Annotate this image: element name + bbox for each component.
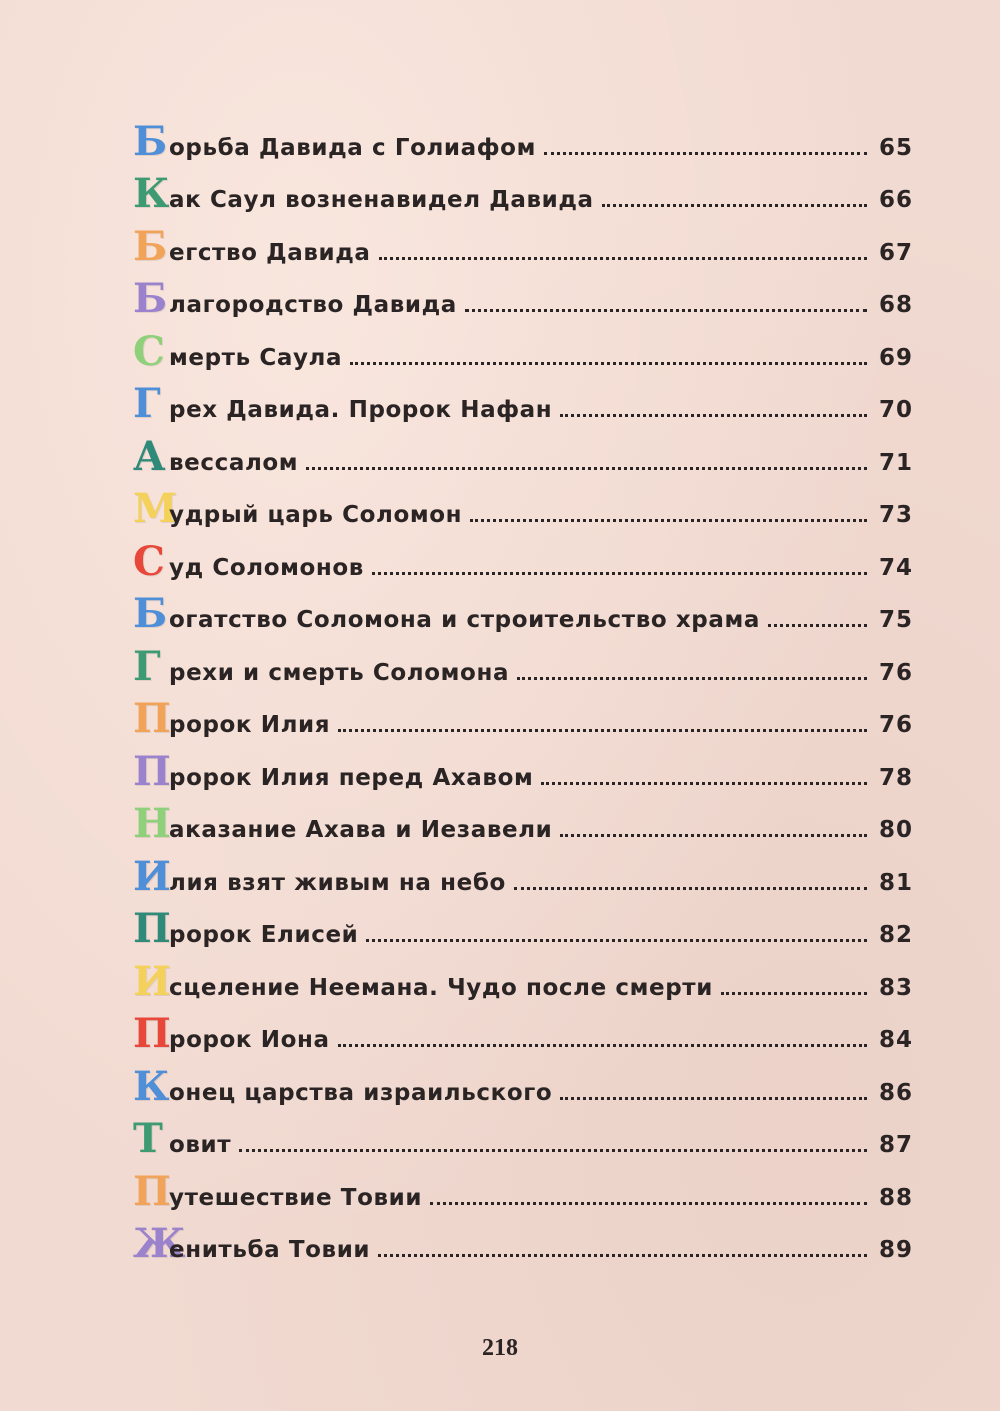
toc-entry-page-number: 66: [878, 187, 913, 213]
dot-leader: [560, 834, 867, 837]
dot-leader: [514, 887, 867, 890]
drop-cap-initial: П: [133, 1010, 169, 1057]
toc-entry-title: рехи и смерть Соломона: [169, 659, 510, 686]
toc-entry-page-number: 87: [878, 1132, 913, 1158]
drop-cap-initial: Н: [133, 800, 169, 847]
dot-leader: [372, 572, 867, 575]
drop-cap-initial: Б: [133, 117, 166, 165]
dot-leader: [560, 414, 867, 417]
toc-entry-page-number: 69: [878, 344, 913, 371]
toc-entry-title: овит: [169, 1132, 232, 1158]
drop-cap-initial: И: [133, 852, 169, 900]
toc-entry: [133, 433, 913, 486]
dot-leader: [470, 519, 867, 522]
toc-entry: [133, 538, 913, 591]
toc-entry-page-number: 82: [878, 922, 913, 948]
toc-entry-title: утешествие Товии: [169, 1184, 423, 1211]
dot-leader: [602, 204, 867, 207]
toc-entry-page-number: 75: [878, 607, 913, 633]
toc-entry: [133, 591, 913, 644]
toc-entry-title: егство Давида: [169, 239, 371, 266]
dot-leader: [379, 257, 867, 260]
dot-leader: [517, 677, 867, 680]
dot-leader: [465, 309, 867, 312]
toc-entry: [133, 958, 913, 1011]
dot-leader: [544, 152, 867, 155]
toc-entry: [133, 486, 913, 539]
toc-entry-page-number: 88: [878, 1184, 913, 1211]
toc-entry-title: вессалом: [169, 449, 299, 476]
toc-entry-page-number: 80: [878, 817, 913, 843]
toc-entry-page-number: 76: [878, 659, 913, 686]
table-of-contents: [133, 118, 913, 1273]
drop-cap-initial: Г: [133, 380, 159, 427]
toc-entry-title: мерть Саула: [169, 344, 343, 371]
toc-entry-title: ророк Илия: [169, 712, 331, 738]
drop-cap-initial: И: [133, 957, 169, 1005]
drop-cap-initial: П: [133, 905, 169, 952]
toc-entry-page-number: 71: [878, 449, 913, 476]
drop-cap-initial: Т: [133, 1115, 161, 1162]
toc-entry-page-number: 68: [878, 292, 913, 318]
toc-entry: [133, 1168, 913, 1221]
drop-cap-initial: П: [133, 747, 169, 795]
toc-entry: [133, 276, 913, 329]
toc-entry-title: уд Соломонов: [169, 554, 364, 581]
toc-entry-page-number: 73: [878, 502, 913, 528]
toc-entry: [133, 853, 913, 906]
toc-entry: [133, 643, 913, 696]
dot-leader: [366, 939, 867, 942]
toc-entry-title: орьба Давида с Голиафом: [169, 134, 536, 161]
toc-entry-title: енитьба Товии: [169, 1237, 371, 1263]
toc-entry-page-number: 78: [878, 764, 913, 791]
toc-entry-title: онец царства израильского: [169, 1079, 553, 1106]
toc-entry-title: ророк Иона: [169, 1027, 330, 1053]
toc-entry-title: ророк Илия перед Ахавом: [169, 764, 534, 791]
toc-entry-title: ак Саул возненавидел Давида: [169, 187, 594, 213]
toc-entry: [133, 223, 913, 276]
toc-entry: [133, 1221, 913, 1274]
dot-leader: [560, 1097, 867, 1100]
toc-entry-title: удрый царь Соломон: [169, 502, 463, 528]
toc-entry: [133, 801, 913, 854]
toc-entry: [133, 696, 913, 749]
dot-leader: [350, 362, 867, 365]
toc-entry: [133, 171, 913, 224]
toc-entry-page-number: 76: [878, 712, 913, 738]
drop-cap-initial: С: [133, 327, 163, 375]
page-number: 218: [482, 1335, 518, 1361]
drop-cap-initial: П: [133, 1167, 169, 1215]
toc-entry: [133, 748, 913, 801]
toc-entry: [133, 1116, 913, 1169]
drop-cap-initial: А: [133, 432, 164, 480]
toc-entry-page-number: 89: [878, 1237, 913, 1263]
toc-entry-title: лия взят живым на небо: [169, 869, 506, 896]
drop-cap-initial: К: [133, 1062, 168, 1110]
drop-cap-initial: Б: [133, 275, 166, 322]
toc-entry: [133, 1063, 913, 1116]
dot-leader: [306, 467, 867, 470]
toc-entry-page-number: 74: [878, 554, 913, 581]
dot-leader: [338, 729, 867, 732]
drop-cap-initial: С: [133, 537, 163, 585]
drop-cap-initial: Г: [133, 642, 159, 690]
toc-entry: [133, 118, 913, 171]
toc-entry-page-number: 70: [878, 397, 913, 423]
toc-entry: [133, 328, 913, 381]
drop-cap-initial: Б: [133, 590, 166, 637]
dot-leader: [239, 1149, 867, 1152]
drop-cap-initial: М: [133, 485, 176, 532]
toc-entry-title: рех Давида. Пророк Нафан: [169, 397, 553, 423]
dot-leader: [768, 624, 867, 627]
toc-entry: [133, 381, 913, 434]
dot-leader: [541, 782, 867, 785]
toc-entry-page-number: 83: [878, 974, 913, 1001]
toc-entry-page-number: 86: [878, 1079, 913, 1106]
toc-entry-page-number: 67: [878, 239, 913, 266]
drop-cap-initial: Ж: [133, 1220, 184, 1267]
toc-entry-title: аказание Ахава и Иезавели: [169, 817, 553, 843]
toc-entry-page-number: 65: [878, 134, 913, 161]
toc-entry: [133, 906, 913, 959]
toc-entry-title: огатство Соломона и строительство храма: [169, 607, 760, 633]
toc-entry-page-number: 84: [878, 1027, 913, 1053]
toc-entry-title: лагородство Давида: [169, 292, 457, 318]
dot-leader: [378, 1254, 867, 1257]
dot-leader: [430, 1202, 867, 1205]
toc-entry-title: сцеление Неемана. Чудо после смерти: [169, 974, 713, 1001]
toc-entry-page-number: 81: [878, 869, 913, 896]
dot-leader: [721, 992, 867, 995]
drop-cap-initial: К: [133, 170, 168, 217]
drop-cap-initial: Б: [133, 222, 166, 270]
dot-leader: [338, 1044, 867, 1047]
drop-cap-initial: П: [133, 695, 169, 742]
toc-entry: [133, 1011, 913, 1064]
toc-entry-title: ророк Елисей: [169, 922, 359, 948]
